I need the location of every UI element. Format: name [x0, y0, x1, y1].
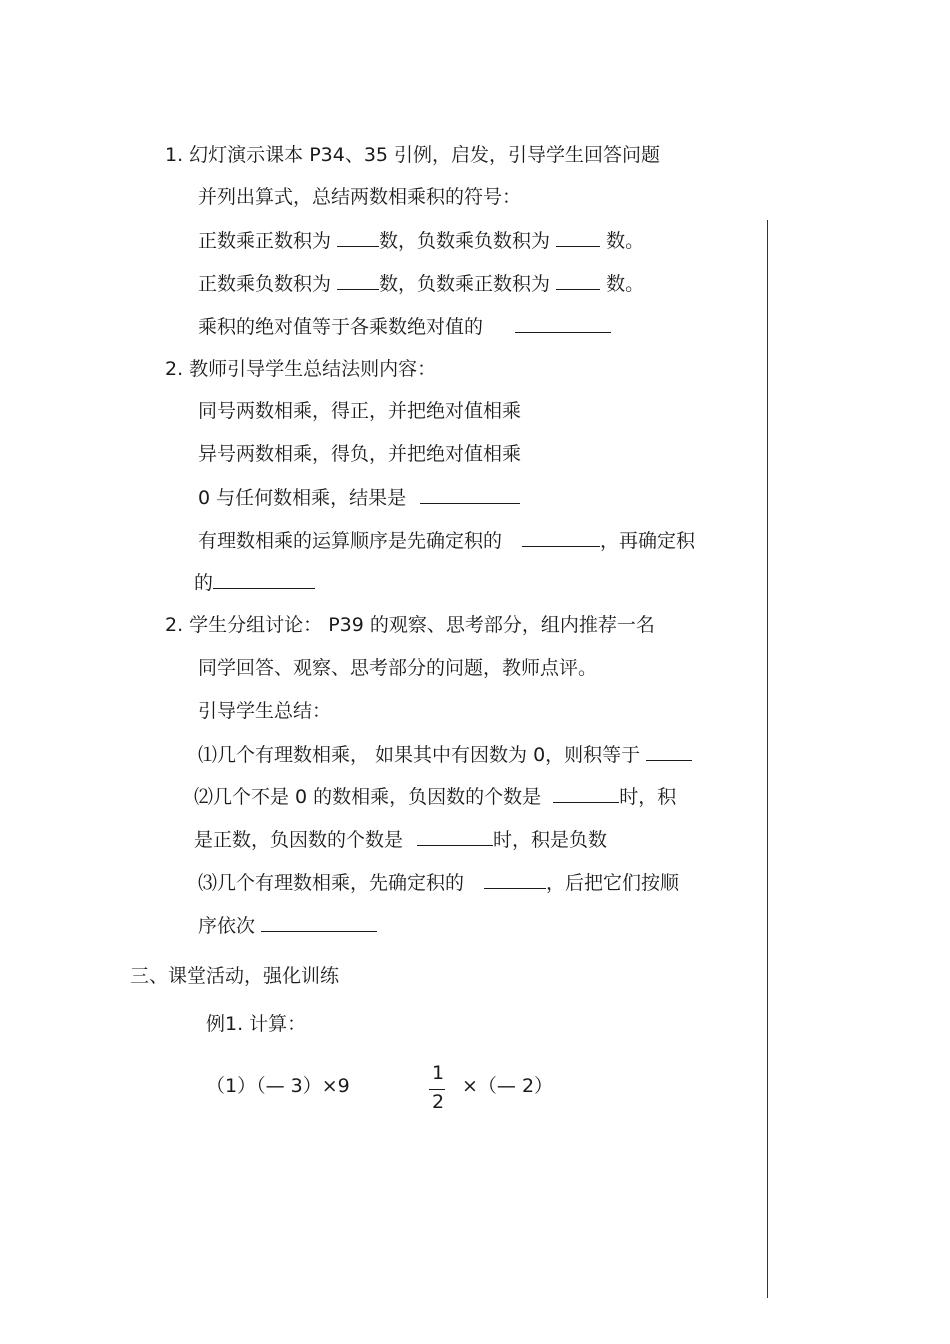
text: 数。 — [600, 273, 645, 295]
example-expression-1: （1）（— 3）×9 — [206, 1075, 350, 1097]
text: 时，积 — [619, 786, 677, 808]
text: 的 — [194, 572, 214, 594]
item-2-line-6 — [194, 570, 315, 595]
text: 正数乘负数积为 — [198, 273, 338, 295]
item-2-line-5 — [198, 528, 695, 553]
blank[interactable] — [556, 271, 600, 290]
item-2-line-3: 异号两数相乘，得负，并把绝对值相乘 — [198, 443, 522, 465]
blank[interactable] — [553, 784, 619, 803]
item-3-line-5 — [194, 784, 676, 809]
blank[interactable] — [515, 314, 611, 333]
text: 数，负数乘正数积为 — [379, 273, 557, 295]
item-3-line-4 — [198, 742, 692, 767]
text: 序依次 — [198, 915, 262, 937]
text: ，再确定积 — [600, 530, 696, 552]
item-1-line-5 — [198, 314, 611, 339]
blank[interactable] — [261, 913, 377, 932]
item-1-line-4 — [198, 271, 644, 296]
blank[interactable] — [213, 570, 315, 589]
text: ⑴几个有理数相乘， 如果其中有因数为 0，则积等于 — [198, 744, 647, 766]
text: ，后把它们按顺 — [546, 872, 680, 894]
text: 数。 — [600, 230, 645, 252]
item-3-line-8 — [198, 913, 377, 938]
blank[interactable] — [337, 228, 379, 247]
text: 是正数，负因数的个数是 — [194, 829, 410, 851]
text: ⑵几个不是 0 的数相乘，负因数的个数是 — [194, 786, 548, 808]
text: 数，负数乘负数积为 — [379, 230, 557, 252]
item-3-line-6 — [194, 827, 607, 852]
item-1-line-3 — [198, 228, 644, 253]
fraction — [428, 1062, 448, 1114]
item-1-line-1: 1. 幻灯演示课本 P34、35 引例，启发，引导学生回答问题 — [165, 144, 661, 166]
blank[interactable] — [417, 827, 493, 846]
fraction-numerator: 1 — [431, 1062, 445, 1084]
text: 有理数相乘的运算顺序是先确定积的 — [198, 530, 509, 552]
item-3-line-1: 2. 学生分组讨论： P39 的观察、思考部分，组内推荐一名 — [165, 614, 655, 636]
item-3-line-7 — [198, 870, 679, 895]
fraction-denominator: 2 — [431, 1091, 445, 1113]
blank[interactable] — [522, 528, 600, 547]
item-2-line-1: 2. 教师引导学生总结法则内容： — [165, 358, 437, 380]
blank[interactable] — [484, 870, 546, 889]
item-1-line-2: 并列出算式，总结两数相乘积的符号： — [198, 186, 522, 208]
item-3-line-2: 同学回答、观察、思考部分的问题，教师点评。 — [198, 657, 598, 679]
text: 时，积是负数 — [493, 829, 608, 851]
blank[interactable] — [646, 742, 692, 761]
section-heading: 三、课堂活动，强化训练 — [130, 965, 340, 987]
item-3-line-3: 引导学生总结： — [198, 700, 332, 722]
item-2-line-2: 同号两数相乘，得正，并把绝对值相乘 — [198, 400, 522, 422]
item-2-line-4 — [198, 485, 520, 510]
text: ⑶几个有理数相乘，先确定积的 — [198, 872, 471, 894]
blank[interactable] — [556, 228, 600, 247]
text: 乘积的绝对值等于各乘数绝对值的 — [198, 316, 490, 338]
blank[interactable] — [420, 485, 520, 504]
right-margin-rule — [767, 220, 768, 1298]
blank[interactable] — [337, 271, 379, 290]
example-label: 例1. 计算： — [206, 1013, 307, 1035]
text: 0 与任何数相乘，结果是 — [198, 487, 413, 509]
example-expression-2: ×（— 2） — [462, 1075, 554, 1097]
text: 正数乘正数积为 — [198, 230, 338, 252]
